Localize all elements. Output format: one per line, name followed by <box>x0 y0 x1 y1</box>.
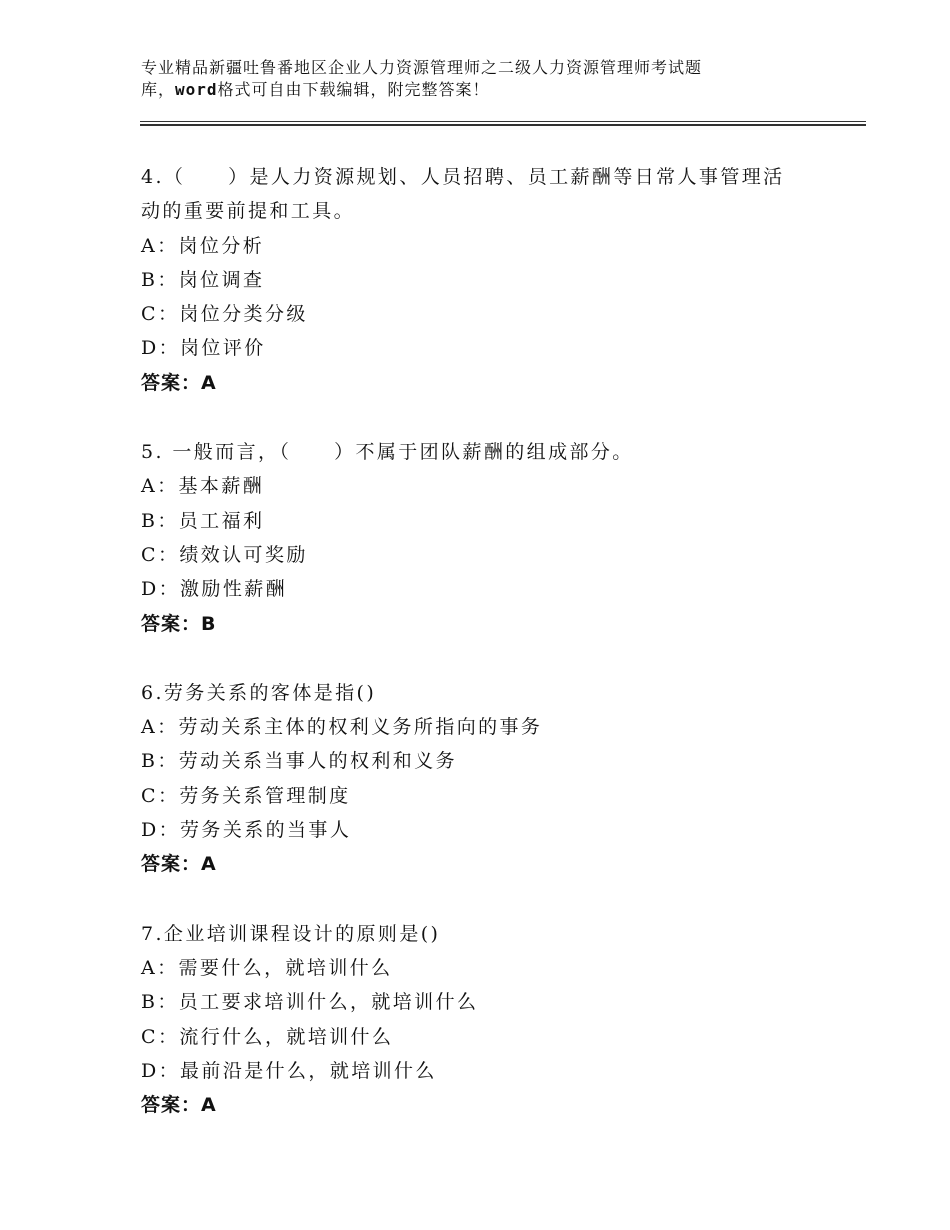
question-stem-line: 6.劳务关系的客体是指() <box>141 681 377 704</box>
option-b: B：岗位调查 <box>141 268 265 291</box>
option-b: B：员工要求培训什么，就培训什么 <box>141 991 479 1014</box>
option-c: C：劳务关系管理制度 <box>141 784 351 807</box>
option-c: C：岗位分类分级 <box>141 303 308 326</box>
option-b: B：劳动关系当事人的权利和义务 <box>141 750 457 773</box>
option-c: C：绩效认可奖励 <box>141 543 308 566</box>
header-line-2-prefix: 库， <box>141 80 176 99</box>
answer-label: 答案：B <box>141 612 217 635</box>
option-a: A：需要什么，就培训什么 <box>141 956 393 979</box>
option-d: D：劳务关系的当事人 <box>141 819 352 842</box>
option-a: A：基本薪酬 <box>141 475 265 498</box>
answer-label: 答案：A <box>141 1094 217 1117</box>
option-d: D：最前沿是什么，就培训什么 <box>141 1059 437 1082</box>
option-b: B：员工福利 <box>141 509 265 532</box>
header-line-2-suffix: 格式可自由下载编辑，附完整答案！ <box>217 80 490 99</box>
option-c: C：流行什么，就培训什么 <box>141 1025 394 1048</box>
question-4 <box>141 160 841 400</box>
question-list <box>141 160 841 1157</box>
option-d: D：激励性薪酬 <box>141 578 288 601</box>
question-stem-line: 5. 一般而言，（ ）不属于团队薪酬的组成部分。 <box>141 441 634 464</box>
question-5 <box>141 435 841 641</box>
option-d: D：岗位评价 <box>141 337 266 360</box>
question-7 <box>141 917 841 1123</box>
header-divider-thin <box>140 121 866 122</box>
header-title-line-2 <box>141 79 801 101</box>
header-line-2-word: word <box>175 80 218 99</box>
option-a: A：劳动关系主体的权利义务所指向的事务 <box>141 716 543 739</box>
header-divider-thick <box>140 124 866 126</box>
document-header <box>141 57 801 101</box>
answer-label: 答案：A <box>141 371 217 394</box>
answer-label: 答案：A <box>141 853 217 876</box>
question-6 <box>141 676 841 882</box>
question-stem-line: 7.企业培训课程设计的原则是() <box>141 922 441 945</box>
question-stem-line: 4.（ ）是人力资源规划、人员招聘、员工薪酬等日常人事管理活 <box>141 166 785 188</box>
header-title-line-1: 专业精品新疆吐鲁番地区企业人力资源管理师之二级人力资源管理师考试题 <box>141 58 703 77</box>
question-stem-line: 动的重要前提和工具。 <box>141 200 356 223</box>
option-a: A：岗位分析 <box>141 234 265 257</box>
